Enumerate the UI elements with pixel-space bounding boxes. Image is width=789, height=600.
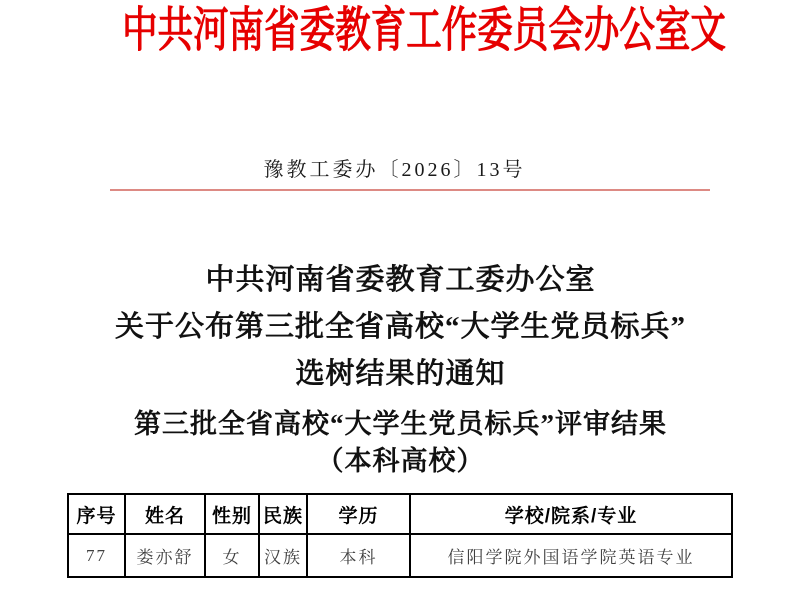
header-cell-ethnic: 民族 <box>259 494 307 534</box>
result-subtitle <box>0 406 789 480</box>
cell-degree: 本科 <box>307 534 410 577</box>
letterhead-title: 中共河南省委教育工作委员会办公室文 <box>122 4 726 57</box>
table-row <box>68 534 732 577</box>
document-title-line-1: 中共河南省委教育工委办公室 <box>205 264 596 296</box>
cell-seq: 77 <box>68 534 125 577</box>
cell-school: 信阳学院外国语学院英语专业 <box>410 534 732 577</box>
header-cell-degree: 学历 <box>307 494 410 534</box>
header-cell-gender: 性别 <box>205 494 259 534</box>
cell-name: 娄亦舒 <box>125 534 205 577</box>
cell-gender: 女 <box>205 534 259 577</box>
document-title-line-3: 选树结果的通知 <box>295 358 506 390</box>
document-title <box>0 257 789 398</box>
table-header-row <box>68 494 732 534</box>
header-cell-school: 学校/院系/专业 <box>410 494 732 534</box>
red-divider-line <box>110 189 710 191</box>
result-subtitle-line-1: 第三批全省高校“大学生党员标兵”评审结果 <box>134 409 667 439</box>
result-subtitle-line-2: （本科高校） <box>316 446 485 476</box>
header-cell-seq: 序号 <box>68 494 125 534</box>
result-table <box>67 493 733 578</box>
document-number: 豫教工委办〔2026〕13号 <box>263 159 526 181</box>
header-cell-name: 姓名 <box>125 494 205 534</box>
letterhead <box>0 2 789 60</box>
document-title-line-2: 关于公布第三批全省高校“大学生党员标兵” <box>114 311 686 343</box>
cell-ethnic: 汉族 <box>259 534 307 577</box>
